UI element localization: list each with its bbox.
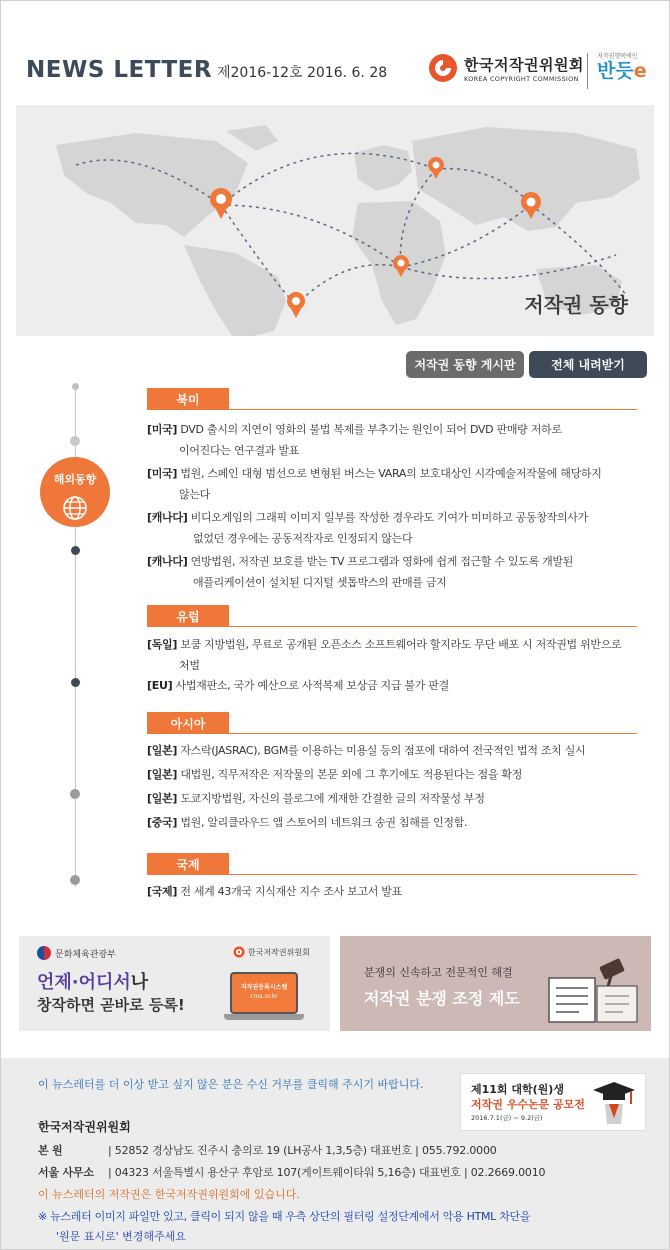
newsletter-title: NEWS LETTER — [26, 57, 213, 83]
item-text: DVD 출시의 지연이 영화의 불법 복제를 부추기는 원인이 되어 DVD 판매량 저하로 — [180, 423, 562, 436]
header — [1, 1, 670, 101]
section-title: 유럽 — [147, 605, 229, 627]
item-text: 전 세계 43개국 지식재산 지수 조사 보고서 발표 — [180, 885, 402, 898]
section-asia — [147, 712, 637, 829]
item-tag: [미국] — [147, 423, 178, 436]
item-text: 법원, 알리클라우드 앱 스토어의 네트워크 송권 침해를 인정함. — [180, 816, 468, 829]
laptop-icon — [224, 972, 304, 1024]
gavel-document-icon — [545, 956, 640, 1026]
contest-dates: 2016.7.1(금) ~ 9.2(금) — [471, 1114, 543, 1122]
item-tag: [캐나다] — [147, 511, 188, 524]
kcc-logo-icon — [428, 53, 458, 83]
item-text: 도쿄지방법원, 자신의 블로그에 게재한 간결한 글의 저작물성 부정 — [180, 792, 485, 805]
kcc-small-logo — [233, 946, 310, 958]
item-text: 연방법원, 저작권 보호를 받는 TV 프로그램과 영화에 쉽게 접근할 수 있도록 개발된 — [190, 555, 574, 568]
item-tag: [일본] — [147, 768, 178, 781]
seoul-office-address — [38, 1164, 545, 1180]
list-item[interactable] — [147, 740, 585, 761]
copyright-registration-banner[interactable] — [19, 936, 330, 1031]
timeline-dot — [72, 383, 79, 390]
item-text-cont: 처벌 — [179, 659, 200, 672]
issue-number: 제2016-12호 2016. 6. 28 — [217, 65, 388, 81]
contest-title-1: 제11회 대학(원)생 — [471, 1083, 564, 1096]
list-item[interactable] — [147, 634, 621, 676]
laptop-screen-url: cros.or.kr — [250, 993, 278, 1000]
campaign-small-text: 저작권행복에인 — [597, 53, 638, 60]
list-item[interactable] — [147, 463, 602, 505]
item-tag: [중국] — [147, 816, 178, 829]
kcc-logo[interactable] — [428, 53, 584, 83]
filter-notice-line1: ※ 뉴스레터 이미지 파일만 있고, 클릭이 되지 않을 때 우측 상단의 필터링 설정단계에서 악용 HTML 차단을 — [38, 1210, 531, 1223]
timeline-dot — [70, 436, 80, 446]
banner1-headline: 언제·어디서 — [37, 972, 131, 993]
dispute-mediation-banner[interactable] — [340, 936, 651, 1031]
kcc-logo-icon — [233, 946, 245, 958]
campaign-logo[interactable] — [597, 51, 663, 91]
item-text-cont: 애플리케이션이 설치된 디지털 셋톱박스의 판매를 금지 — [193, 576, 447, 589]
timeline-dot — [70, 875, 80, 885]
filter-notice-line2: '원문 표시로' 변경해주세요 — [56, 1230, 186, 1243]
overseas-trends-label: 해외동향 — [53, 473, 97, 486]
copyright-trends-board-button[interactable]: 저작권 동향 게시판 — [406, 351, 524, 378]
overseas-trends-badge — [40, 457, 110, 527]
hero-title: 저작권 동향 — [524, 293, 628, 317]
seoul-office-text: | 04323 서울특별시 용산구 후암로 107(게이트웨이타워 5,16층) 대표번호 | 02.2669.0010 — [108, 1166, 546, 1179]
campaign-e-mark: e — [633, 60, 647, 82]
item-text: 보쿰 지방법원, 무료로 공개된 오픈소스 소프트웨어라 할지라도 무단 배포 시 저작권법 위반으로 — [180, 638, 622, 651]
campaign-main-text: 반듯 — [597, 60, 634, 82]
section-title: 아시아 — [147, 712, 229, 734]
timeline-dot — [70, 789, 80, 799]
ministry-name: 문화체육관광부 — [55, 949, 116, 960]
banner2-subtitle: 분쟁의 신속하고 전문적인 해결 — [364, 966, 513, 979]
item-text: 법원, 스페인 대형 범선으로 변형된 버스는 VARA의 보호대상인 시각예술저작물에 해당하지 — [180, 467, 602, 480]
list-item[interactable] — [147, 764, 522, 785]
kcc-name: 한국저작권위원회 — [464, 55, 584, 74]
item-tag: [일본] — [147, 744, 178, 757]
banner1-subline: 창작하면 곧바로 등록! — [37, 996, 185, 1014]
kcc-small-name: 한국저작권위원회 — [248, 947, 310, 957]
kcc-eng-name: KOREA COPYRIGHT COMMISSION — [464, 74, 579, 83]
list-item[interactable] — [147, 675, 449, 696]
footer-org-name: 한국저작권위원회 — [38, 1120, 131, 1134]
item-tag: [미국] — [147, 467, 178, 480]
head-office-address — [38, 1142, 497, 1158]
item-text: 사법재판소, 국가 예산으로 사적복제 보상금 지급 불가 판결 — [175, 679, 449, 692]
list-item[interactable] — [147, 507, 588, 549]
section-title: 북미 — [147, 388, 229, 410]
seoul-office-label: 서울 사무소 — [38, 1166, 94, 1179]
contest-title-2: 저작권 우수논문 공모전 — [471, 1098, 585, 1111]
footer — [1, 1058, 670, 1250]
logo-divider — [587, 53, 588, 89]
head-office-label: 본 원 — [38, 1144, 63, 1157]
banner1-headline-suffix: 나 — [130, 972, 149, 993]
download-all-button[interactable]: 전체 내려받기 — [529, 351, 647, 378]
list-item[interactable] — [147, 788, 485, 809]
timeline-dot — [71, 678, 80, 687]
ministry-logo — [37, 946, 116, 960]
item-text-cont: 없었던 경우에는 공동저작자로 인정되지 않는다 — [193, 532, 413, 545]
thesis-contest-banner[interactable] — [460, 1073, 646, 1131]
ministry-emblem-icon — [37, 946, 51, 960]
section-international — [147, 853, 637, 898]
item-tag: [캐나다] — [147, 555, 188, 568]
section-north-america — [147, 388, 637, 589]
item-text: 비디오게임의 그래픽 이미지 일부를 작성한 경우라도 기여가 미미하고 공동창작의사가 — [190, 511, 588, 524]
item-tag: [EU] — [147, 679, 173, 692]
list-item[interactable] — [147, 812, 467, 833]
item-text-cont: 이어진다는 연구결과 발표 — [179, 444, 299, 457]
globe-icon — [62, 495, 88, 525]
graduation-cap-icon — [591, 1078, 637, 1128]
unsubscribe-link[interactable]: 이 뉴스레터를 더 이상 받고 싶지 않은 분은 수신 거부를 클릭해 주시기 바랍니다. — [38, 1078, 424, 1091]
item-tag: [독일] — [147, 638, 178, 651]
item-text: 자스락(JASRAC), BGM를 이용하는 미용실 등의 점포에 대하여 전국적인 법적 조치 실시 — [180, 744, 586, 757]
hero-map-banner — [16, 105, 654, 336]
section-europe — [147, 605, 637, 692]
item-tag: [국제] — [147, 885, 178, 898]
head-office-text: | 52852 경상남도 진주시 충의로 19 (LH공사 1,3,5층) 대표번호 | 055.792.0000 — [108, 1144, 497, 1157]
section-title: 국제 — [147, 853, 229, 875]
list-item[interactable] — [147, 419, 562, 461]
item-text-cont: 않는다 — [179, 488, 210, 501]
list-item[interactable] — [147, 551, 573, 593]
copyright-notice: 이 뉴스레터의 저작권은 한국저작권위원회에 있습니다. — [38, 1188, 300, 1201]
timeline-dot — [71, 546, 80, 555]
list-item[interactable] — [147, 881, 402, 902]
item-text: 대법원, 직무저작은 저작물의 본문 외에 그 후기에도 적용된다는 점을 확정 — [180, 768, 523, 781]
laptop-screen-title: 저작권등록시스템 — [240, 984, 288, 991]
item-tag: [일본] — [147, 792, 178, 805]
banner2-title: 저작권 분쟁 조정 제도 — [364, 989, 520, 1008]
